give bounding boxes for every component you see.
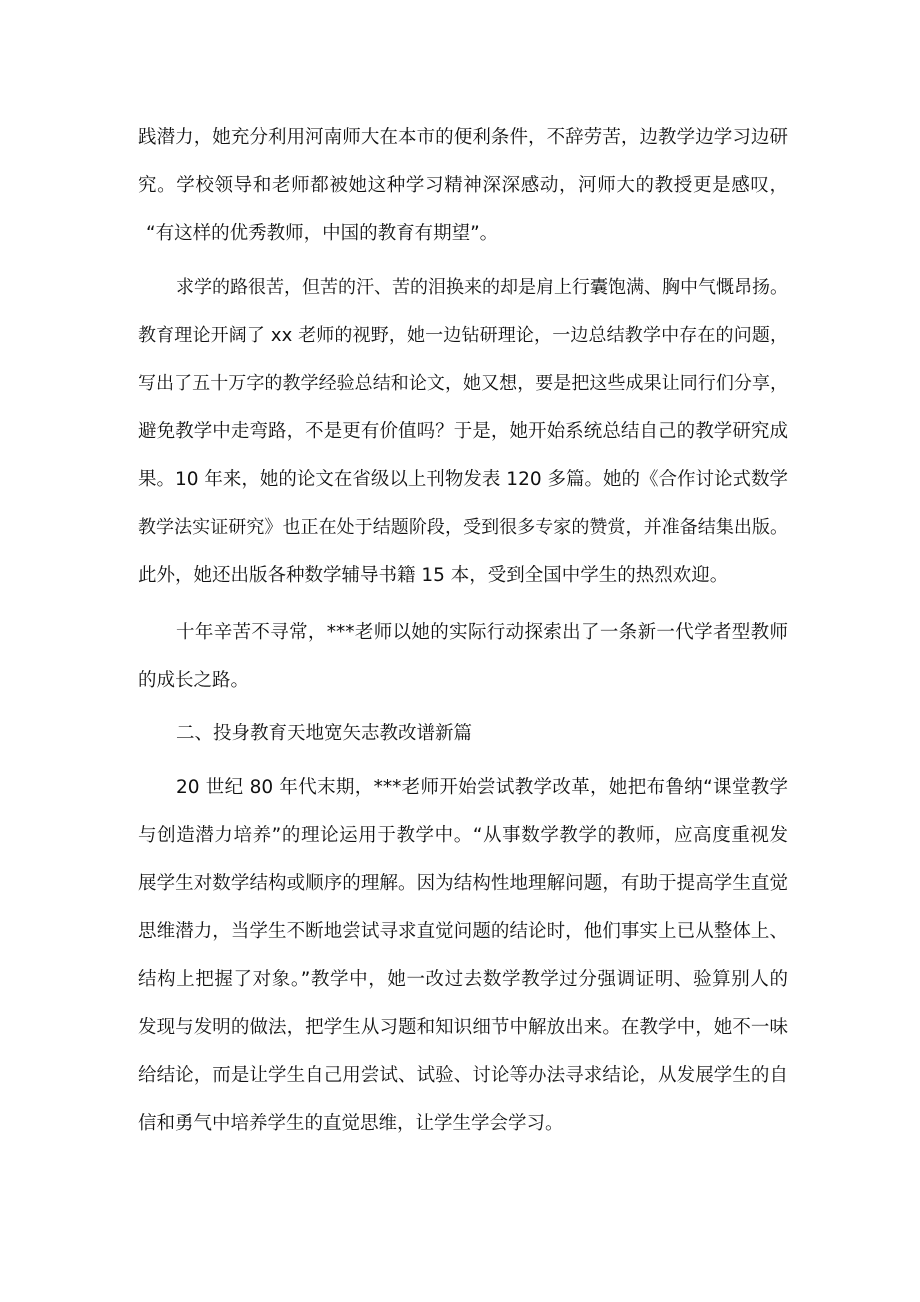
text-line: 此外，她还出版各种数学辅导书籍 15 本，受到全国中学生的热烈欢迎。 <box>138 565 729 586</box>
section-heading: 二、投身教育天地宽矢志教改谱新篇 <box>176 723 473 744</box>
text-line: 结构上把握了对象。”教学中，她一改过去数学教学过分强调证明、验算别人的 <box>138 969 788 990</box>
text-line: 究。学校领导和老师都被她这种学习精神深深感动，河师大的教授更是感叹， <box>138 175 788 196</box>
text-line: 求学的路很苦，但苦的汗、苦的泪换来的却是肩上行囊饱满、胸中气慨昂扬。 <box>176 277 788 298</box>
text-line: 十年辛苦不寻常，***老师以她的实际行动探索出了一条新一代学者型教师 <box>176 622 788 643</box>
text-line: 信和勇气中培养学生的直觉思维，让学生学会学习。 <box>138 1113 564 1134</box>
text-line: 20 世纪 80 年代末期，***老师开始尝试教学改革，她把布鲁纳“课堂教学 <box>176 777 788 798</box>
text-line: 思维潜力，当学生不断地尝试寻求直觉问题的结论时，他们事实上已从整体上、 <box>138 921 788 942</box>
text-line: 发现与发明的做法，把学生从习题和知识细节中解放出来。在教学中，她不一味 <box>138 1017 788 1038</box>
text-line: 果。10 年来，她的论文在省级以上刊物发表 120 多篇。她的《合作讨论式数学 <box>138 469 788 490</box>
text-line: 与创造潜力培养”的理论运用于教学中。“从事数学教学的教师，应高度重视发 <box>138 825 788 846</box>
text-line: 给结论，而是让学生自己用尝试、试验、讨论等办法寻求结论，从发展学生的自 <box>138 1065 788 1086</box>
text-line: 教学法实证研究》也正在处于结题阶段，受到很多专家的赞赏，并准备结集出版。 <box>138 517 788 538</box>
text-line: 教育理论开阔了 xx 老师的视野，她一边钻研理论，一边总结教学中存在的问题， <box>138 325 788 346</box>
text-line: 写出了五十万字的教学经验总结和论文，她又想，要是把这些成果让同行们分享， <box>138 373 788 394</box>
text-line: 展学生对数学结构或顺序的理解。因为结构性地理解问题，有助于提高学生直觉 <box>138 873 788 894</box>
text-line: “有这样的优秀教师，中国的教育有期望”。 <box>146 223 499 244</box>
text-line: 避免教学中走弯路，不是更有价值吗？于是，她开始系统总结自己的教学研究成 <box>138 421 788 442</box>
text-line: 的成长之路。 <box>138 670 250 691</box>
text-line: 践潜力，她充分利用河南师大在本市的便利条件，不辞劳苦，边教学边学习边研 <box>138 127 788 148</box>
